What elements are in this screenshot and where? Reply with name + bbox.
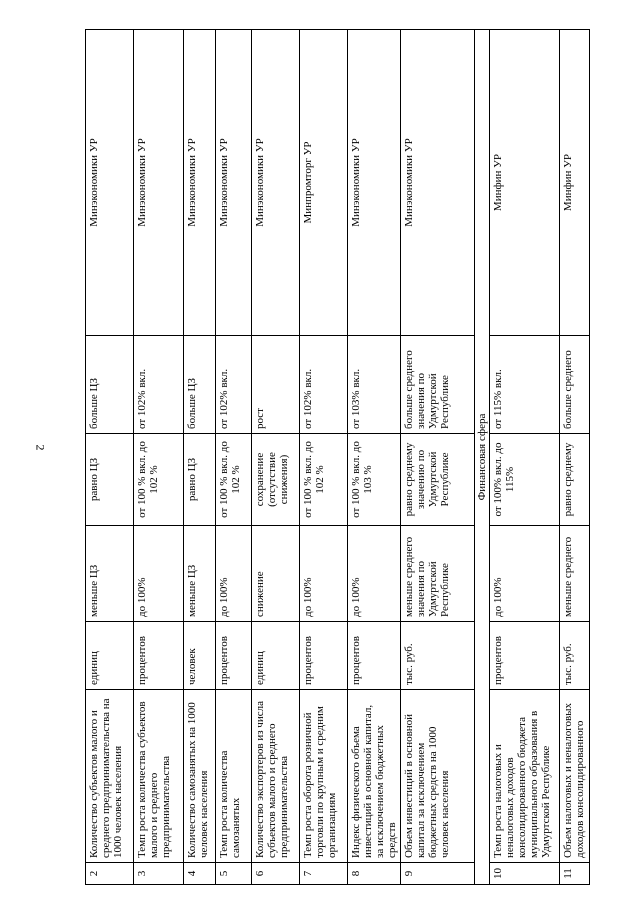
indicator-name: Индекс физического объема инвестиций в основной капитал, за исключением бюджетных средств	[348, 690, 401, 863]
less-cell: меньше среднего значения по Удмуртской Республике	[401, 526, 475, 622]
table-row	[401, 30, 475, 885]
more-cell: от 115% вкл.	[490, 336, 560, 434]
rotated-table-region	[85, 30, 620, 885]
responsible-cell: Минэкономики УР	[252, 30, 300, 336]
less-cell: до 100%	[348, 526, 401, 622]
unit-cell: процентов	[134, 622, 184, 690]
criteria-table	[85, 29, 590, 885]
more-cell: от 102% вкл.	[216, 336, 252, 434]
responsible-cell: Минэкономики УР	[134, 30, 184, 336]
more-cell: больше ЦЗ	[184, 336, 216, 434]
unit-cell: процентов	[300, 622, 348, 690]
responsible-cell: Минэкономики УР	[184, 30, 216, 336]
more-cell: больше среднего значения по Удмуртской Республике	[401, 336, 475, 434]
more-cell: от 102% вкл.	[134, 336, 184, 434]
responsible-cell: Минэкономики УР	[216, 30, 252, 336]
equal-cell: сохранение (отсутствие снижения)	[252, 434, 300, 526]
unit-cell: процентов	[348, 622, 401, 690]
row-number: 7	[300, 863, 348, 885]
equal-cell: равно ЦЗ	[184, 434, 216, 526]
unit-cell: процентов	[216, 622, 252, 690]
table-row	[348, 30, 401, 885]
row-number: 3	[134, 863, 184, 885]
row-number: 10	[490, 863, 560, 885]
unit-cell: человек	[184, 622, 216, 690]
less-cell: до 100%	[134, 526, 184, 622]
row-number: 2	[86, 863, 134, 885]
unit-cell: тыс. руб.	[401, 622, 475, 690]
more-cell: больше среднего	[560, 336, 590, 434]
table-row	[86, 30, 134, 885]
table-row	[560, 30, 590, 885]
table-row	[300, 30, 348, 885]
equal-cell: от 100 % вкл. до 102 %	[216, 434, 252, 526]
table-row	[134, 30, 184, 885]
more-cell: от 103% вкл.	[348, 336, 401, 434]
less-cell: до 100%	[300, 526, 348, 622]
responsible-cell: Минфин УР	[490, 30, 560, 336]
less-cell: меньше среднего	[560, 526, 590, 622]
unit-cell: единиц	[86, 622, 134, 690]
less-cell: до 100%	[490, 526, 560, 622]
less-cell: снижение	[252, 526, 300, 622]
row-number: 11	[560, 863, 590, 885]
row-number: 6	[252, 863, 300, 885]
row-number: 4	[184, 863, 216, 885]
indicator-name: Темп роста количества самозанятых	[216, 690, 252, 863]
row-number: 8	[348, 863, 401, 885]
unit-cell: процентов	[490, 622, 560, 690]
indicator-name: Темп роста количества субъектов малого и среднего предпринимательства	[134, 690, 184, 863]
table-row	[184, 30, 216, 885]
indicator-name: Темп роста налоговых и неналоговых доходов консолидированного бюджета муниципального образования в Удмуртской Республике	[490, 690, 560, 863]
less-cell: меньше ЦЗ	[86, 526, 134, 622]
equal-cell: равно среднему	[560, 434, 590, 526]
responsible-cell: Минпромторг УР	[300, 30, 348, 336]
indicator-name: Объем инвестиций в основной капитал за исключением бюджетных средств на 1000 человек населения	[401, 690, 475, 863]
indicator-name: Количество самозанятых на 1000 человек населения	[184, 690, 216, 863]
equal-cell: равно ЦЗ	[86, 434, 134, 526]
table-row	[490, 30, 560, 885]
equal-cell: равно среднему значению по Удмуртской Республике	[401, 434, 475, 526]
responsible-cell: Минэкономики УР	[348, 30, 401, 336]
section-header-row	[475, 30, 490, 885]
less-cell: меньше ЦЗ	[184, 526, 216, 622]
unit-cell: единиц	[252, 622, 300, 690]
equal-cell: от 100 % вкл. до 102 %	[134, 434, 184, 526]
more-cell: рост	[252, 336, 300, 434]
row-number: 9	[401, 863, 475, 885]
responsible-cell: Минэкономики УР	[401, 30, 475, 336]
responsible-cell: Минэкономики УР	[86, 30, 134, 336]
equal-cell: от 100 % вкл. до 103 %	[348, 434, 401, 526]
row-number: 5	[216, 863, 252, 885]
page-number: 2	[33, 444, 48, 451]
table-row	[252, 30, 300, 885]
equal-cell: от 100 % вкл. до 102 %	[300, 434, 348, 526]
equal-cell: от 100% вкл. до 115%	[490, 434, 560, 526]
indicator-name: Объем налоговых и неналоговых доходов консолидированного	[560, 690, 590, 863]
indicator-name: Количество субъектов малого и среднего предпринимательства на 1000 человек населения	[86, 690, 134, 863]
more-cell: от 102% вкл.	[300, 336, 348, 434]
responsible-cell: Минфин УР	[560, 30, 590, 336]
less-cell: до 100%	[216, 526, 252, 622]
more-cell: больше ЦЗ	[86, 336, 134, 434]
indicator-name: Темп роста оборота розничной торговли по крупным и средним организациям	[300, 690, 348, 863]
indicator-name: Количество экспортеров из числа субъектов малого и среднего предпринимательства	[252, 690, 300, 863]
table-row	[216, 30, 252, 885]
unit-cell: тыс. руб.	[560, 622, 590, 690]
section-title: Финансовая сфера	[475, 30, 490, 885]
